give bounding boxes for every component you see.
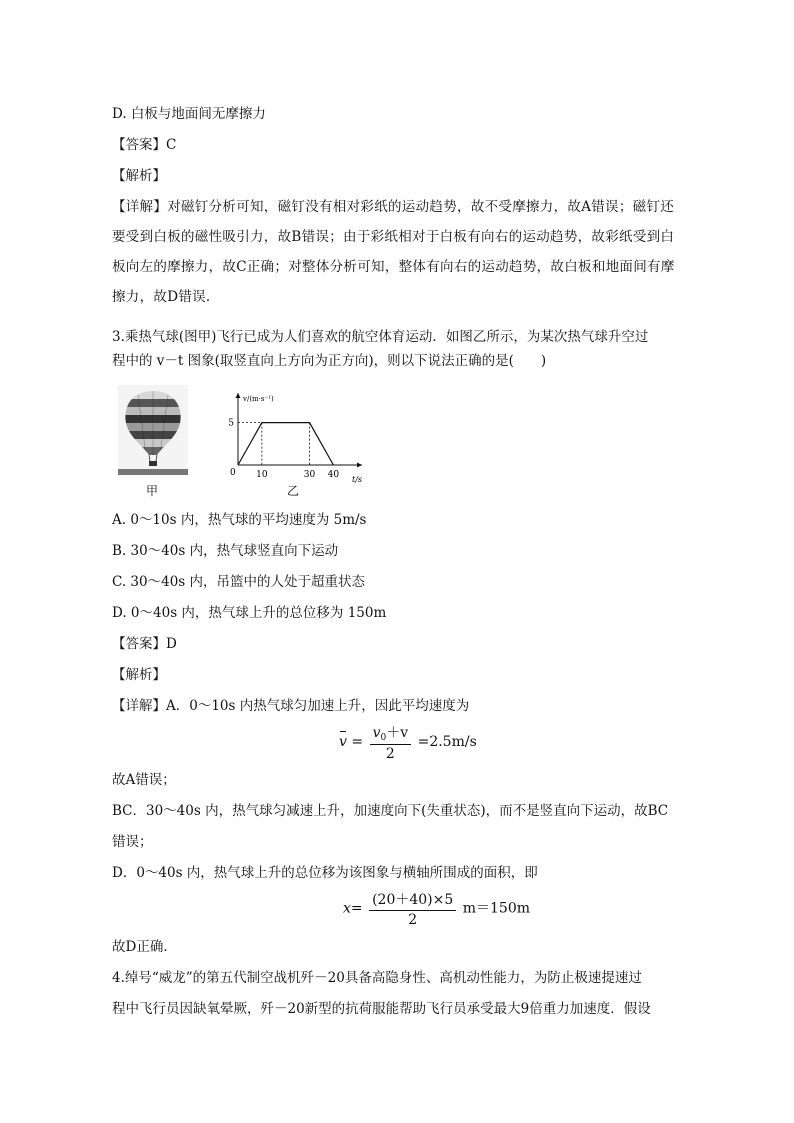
formula1-num-rest: ＋v <box>386 725 409 741</box>
hot-air-balloon-image <box>118 385 188 475</box>
q3-detail-bc-2: 错误； <box>112 834 153 850</box>
average-velocity-formula <box>339 722 477 762</box>
formula1-rhs: =2.5m/s <box>417 734 477 750</box>
y-axis-label: v/(m·s⁻¹) <box>243 395 274 403</box>
formula2-den: 2 <box>408 912 418 928</box>
formula1-lhs: v <box>339 734 347 750</box>
y-axis-arrow <box>236 393 241 398</box>
formula2-rhs: m＝150m <box>462 900 531 917</box>
q3-conclusion-d: 故D正确． <box>112 939 177 955</box>
q3-option-d: D. 0～40s 内，热气球上升的总位移为 150m <box>112 605 387 621</box>
q3-option-a: A. 0～10s 内，热气球的平均速度为 5m/s <box>112 512 367 528</box>
q2-analysis-heading: 【解析】 <box>112 168 166 184</box>
figure-b-caption: 乙 <box>287 484 300 498</box>
x-tick-label-10: 10 <box>256 470 268 480</box>
q3-conclusion-a: 故A错误； <box>112 772 176 788</box>
q3-detail-a: 【详解】A．0～10s 内热气球匀加速上升，因此平均速度为 <box>112 698 470 714</box>
formula2-fraction <box>369 889 456 928</box>
formula1-num-v: v <box>372 725 381 741</box>
formula2-num: (20＋40)×5 <box>369 889 456 911</box>
formula1-fraction <box>370 722 412 762</box>
q2-detail: 【详解】对磁钉分析可知，磁钉没有相对彩纸的运动趋势，故不受摩擦力，故A错误；磁钉还要受到白板的磁性吸引力，故B错误；由于彩纸相对于白板有向右的运动趋势，故彩纸受到白板向左的摩擦力，故C正确；对整体分析可知，整体有向右的运动趋势，故白板和地面间有摩擦力，故D错误． <box>112 199 675 305</box>
figure-a-caption: 甲 <box>146 484 159 498</box>
q3-option-c: C. 30～40s 内，吊篮中的人处于超重状态 <box>112 574 366 590</box>
q4-line1: 4.绰号“威龙”的第五代制空战机歼－20具备高隐身性、高机动性能力，为防止极速提速过 <box>112 970 642 986</box>
formula1-den: 2 <box>385 746 395 762</box>
q3-stem-line1: 3.乘热气球(图甲)飞行已成为人们喜欢的航空体育运动．如图乙所示，为某次热气球升空过 <box>112 329 649 345</box>
x-tick-label-30: 30 <box>303 470 316 480</box>
q2-option-d: D. 白板与地面间无摩擦力 <box>112 106 266 122</box>
q3-answer: 【答案】D <box>112 636 177 652</box>
vt-graph <box>220 385 370 485</box>
formula1-num-sub: 0 <box>380 733 387 743</box>
q3-analysis-heading: 【解析】 <box>112 667 166 683</box>
x-tick-label-40: 40 <box>327 470 340 480</box>
formula1-eq: = <box>351 734 364 750</box>
q2-answer: 【答案】C <box>112 137 177 153</box>
y-tick-label-5: 5 <box>228 418 234 429</box>
q3-stem-line2: 程中的 v－t 图象(取竖直向上方向为正方向)，则以下说法正确的是( ) <box>112 353 547 369</box>
displacement-formula <box>343 889 530 928</box>
velocity-series-line <box>238 423 333 465</box>
formula2-lhs: x= <box>343 900 363 917</box>
q3-detail-bc-1: BC．30～40s 内，热气球匀减速上升，加速度向下(失重状态)，而不是竖直向下运动，故BC <box>112 803 669 819</box>
x-axis-arrow <box>357 463 362 468</box>
q3-detail-d: D．0～40s 内，热气球上升的总位移为该图象与横轴所围成的面积，即 <box>112 865 538 881</box>
origin-label: 0 <box>230 468 236 478</box>
x-axis-label: t/s <box>352 475 363 484</box>
q3-option-b: B. 30～40s 内，热气球竖直向下运动 <box>112 543 339 559</box>
q4-line2: 程中飞行员因缺氧晕厥，歼－20新型的抗荷服能帮助飞行员承受最大9倍重力加速度．假设 <box>112 1001 651 1017</box>
